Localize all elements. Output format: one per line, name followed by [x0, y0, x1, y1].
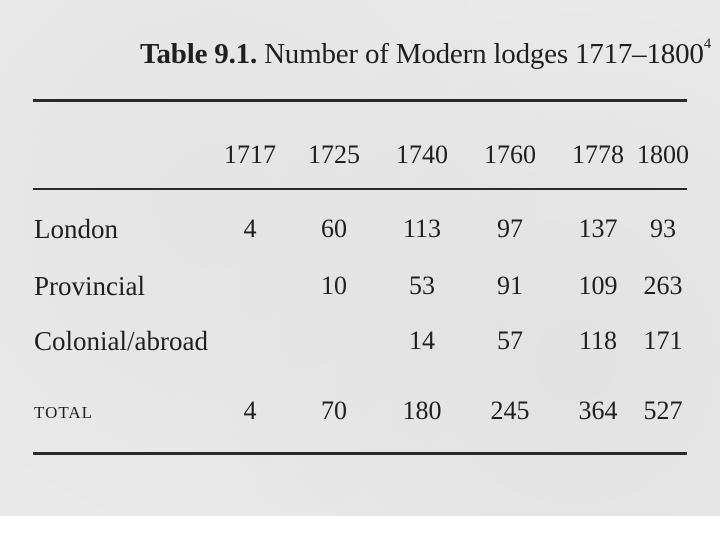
table-cell: 245 — [490, 396, 530, 425]
table-cell: 364 — [578, 396, 618, 425]
column-header: 1800 — [637, 140, 689, 169]
table-cell: 527 — [643, 396, 683, 425]
table-title: Number of Modern lodges 1717–1800 — [264, 38, 704, 70]
table-cell: 109 — [578, 271, 618, 300]
table-cell: 91 — [497, 271, 523, 300]
table-cell: 97 — [497, 214, 523, 243]
header-rule — [33, 188, 687, 190]
table-cell: 60 — [321, 214, 347, 243]
column-header: 1740 — [396, 140, 448, 169]
table-cell: 171 — [643, 326, 683, 355]
row-label-total: TOTAL — [34, 403, 94, 422]
row-label-london: London — [34, 214, 118, 244]
top-rule — [33, 99, 687, 102]
row-label-provincial: Provincial — [34, 271, 145, 301]
column-header: 1717 — [224, 140, 276, 169]
table-cell: 263 — [643, 271, 683, 300]
bottom-rule — [33, 452, 687, 455]
table-cell: 118 — [578, 326, 618, 355]
table-cell: 4 — [243, 396, 257, 425]
table-cell: 93 — [650, 214, 676, 243]
column-header: 1778 — [572, 140, 624, 169]
table-caption — [140, 38, 711, 71]
footnote-marker: 4 — [703, 36, 711, 53]
row-label-colonial-abroad: Colonial/abroad — [34, 326, 208, 356]
column-header: 1760 — [484, 140, 536, 169]
table-cell: 70 — [321, 396, 347, 425]
table-cell: 113 — [402, 214, 442, 243]
table-cell: 10 — [321, 271, 347, 300]
table-cell: 14 — [409, 326, 435, 355]
table-number: Table 9.1. — [140, 38, 257, 70]
table-cell: 53 — [409, 271, 435, 300]
column-header: 1725 — [308, 140, 360, 169]
table-cell: 137 — [578, 214, 618, 243]
table-cell: 57 — [497, 326, 523, 355]
table-cell: 180 — [402, 396, 442, 425]
table-cell: 4 — [243, 214, 257, 243]
